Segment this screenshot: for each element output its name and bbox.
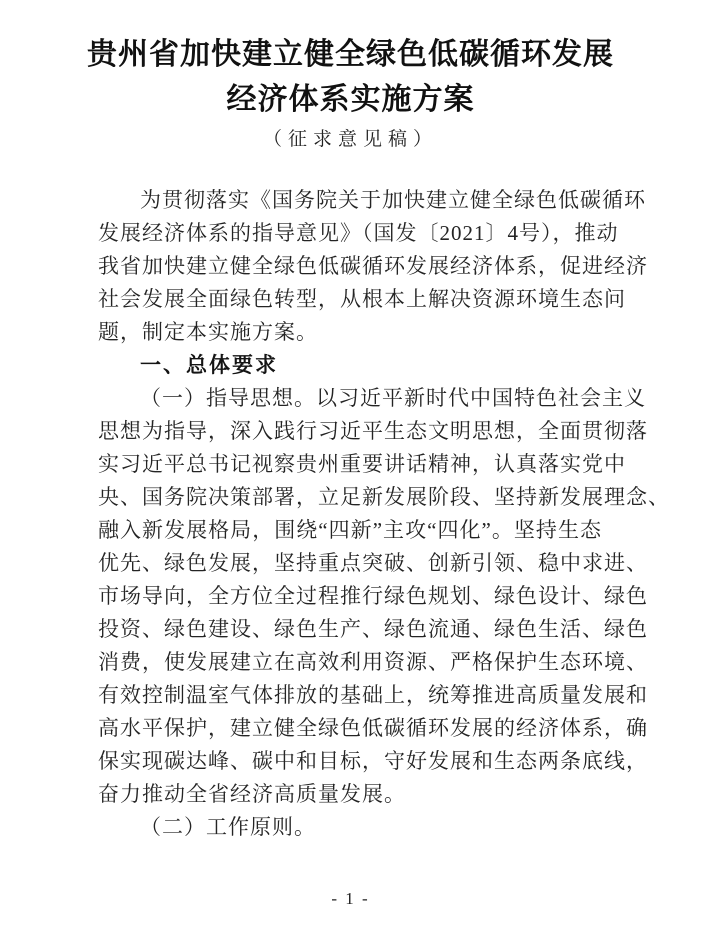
paragraph-2-line-3: 实习近平总书记视察贵州重要讲话精神，认真落实党中 [98,452,626,476]
title-line-1: 贵州省加快建立健全绿色低碳循环发展 [87,38,614,71]
paragraph-2-line-11: 高水平保护，建立健全绿色低碳循环发展的经济体系，确 [98,716,648,740]
paragraph-1-line-5: 题，制定本实施方案。 [98,320,318,344]
paragraph-1-line-3: 我省加快建立健全绿色低碳循环发展经济体系，促进经济 [98,254,648,278]
paragraph-2-line-7: 市场导向，全方位全过程推行绿色规划、绿色设计、绿色 [98,584,648,608]
paragraph-2-line-12: 保实现碳达峰、碳中和目标，守好发展和生态两条底线， [98,749,648,773]
paragraph-2-line-9: 消费，使发展建立在高效利用资源、严格保护生态环境、 [98,650,648,674]
document-subtitle: （征求意见稿） [262,129,438,150]
paragraph-2-line-4: 央、国务院决策部署，立足新发展阶段、坚持新发展理念、 [98,485,670,509]
paragraph-2-line-10: 有效控制温室气体排放的基础上，统筹推进高质量发展和 [98,683,648,707]
paragraph-1-line-4: 社会发展全面绿色转型，从根本上解决资源环境生态问 [98,287,626,311]
paragraph-2-line-5: 融入新发展格局，围绕“四新”主攻“四化”。坚持生态 [98,518,602,542]
paragraph-1-line-1: 为贯彻落实《国务院关于加快建立健全绿色低碳循环 [140,188,646,212]
section-heading-1: 一、总体要求 [140,354,278,377]
paragraph-2-line-8: 投资、绿色建设、绿色生产、绿色流通、绿色生活、绿色 [98,617,648,641]
page-number: - 1 - [331,889,370,908]
document-body [98,184,670,844]
paragraph-2-line-2: 思想为指导，深入践行习近平生态文明思想，全面贯彻落 [98,419,648,443]
paragraph-3-line-1: （二）工作原则。 [140,815,316,839]
paragraph-2-line-13: 奋力推动全省经济高质量发展。 [98,782,406,806]
paragraph-2-line-1: （一）指导思想。以习近平新时代中国特色社会主义 [140,386,646,410]
title-line-2: 经济体系实施方案 [226,83,475,116]
paragraph-2-line-6: 优先、绿色发展，坚持重点突破、创新引领、稳中求进、 [98,551,648,575]
document-title [60,32,641,122]
paragraph-1-line-2: 发展经济体系的指导意见》（国发〔2021〕4号），推动 [98,221,619,245]
